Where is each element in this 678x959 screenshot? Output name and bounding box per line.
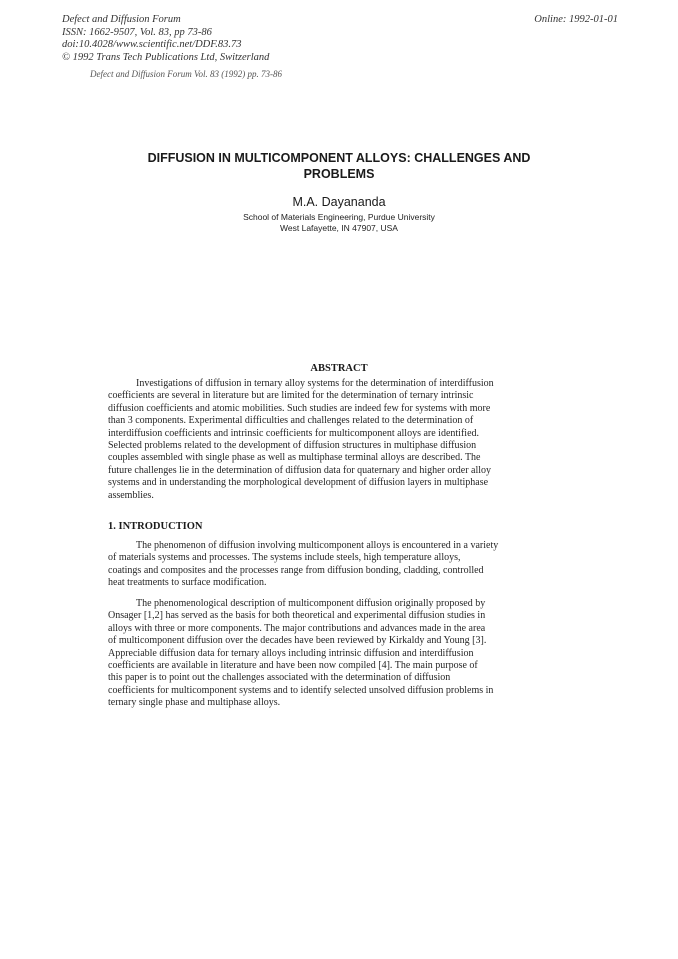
abstract-line: systems and in understanding the morphological development of diffusion layers in multiphase	[108, 477, 489, 489]
intro-line: coefficients are available in literature and have been now compiled [4]. The main purpose of	[108, 660, 478, 672]
journal-name: Defect and Diffusion Forum	[62, 14, 181, 25]
abstract-line: couples assembled with single phase as well as multiphase terminal alloys are described. The	[108, 452, 481, 464]
abstract-line: interdiffusion coefficients and intrinsic coefficients for multicomponent alloys are identified.	[108, 427, 480, 439]
abstract-line: coefficients are several in literature but are limited for the determination of ternary intrinsic	[108, 390, 474, 402]
online-date: Online: 1992-01-01	[534, 14, 618, 25]
title-line: PROBLEMS	[303, 167, 375, 181]
intro-line: heat treatments to surface modification.	[108, 577, 267, 589]
intro-line: this paper is to point out the challenges associated with the determination of diffusion	[108, 672, 451, 684]
introduction-paragraph-1	[108, 540, 538, 590]
abstract-line: future challenges lie in the determination of diffusion data for quaternary and higher order alloy	[108, 464, 492, 476]
scanned-header-text: Defect and Diffusion Forum Vol. 83 (1992) pp. 73-86	[90, 69, 282, 79]
journal-metadata	[62, 14, 269, 64]
intro-line: of multicomponent diffusion over the decades have been reviewed by Kirkaldy and Young [3].	[108, 635, 487, 647]
intro-line: coatings and composites and the processes range from diffusion bonding, cladding, controlled	[108, 564, 484, 576]
abstract-body	[108, 378, 538, 502]
intro-line: Onsager [1,2] has served as the basis for both theoretical and experimental diffusion studies in	[108, 610, 486, 622]
intro-line: alloys with three or more components. The major contributions and advances made in the area	[108, 622, 486, 634]
paper-title	[100, 150, 578, 182]
author-affiliation	[100, 212, 578, 234]
affiliation-line: School of Materials Engineering, Purdue University	[243, 212, 435, 222]
abstract-line: assemblies.	[108, 489, 154, 501]
abstract-line: diffusion coefficients and atomic mobilities. Such studies are indeed few for systems with more	[108, 402, 491, 414]
author-name: M.A. Dayananda	[292, 195, 386, 209]
introduction-heading: 1. INTRODUCTION	[108, 521, 203, 532]
intro-line: coefficients for multicomponent systems and to identify selected unsolved diffusion problems in	[108, 684, 494, 696]
intro-line: ternary single phase and multiphase alloys.	[108, 697, 281, 709]
title-line: DIFFUSION IN MULTICOMPONENT ALLOYS: CHALLENGES AND	[147, 151, 531, 165]
doi-line: doi:10.4028/www.scientific.net/DDF.83.73	[62, 39, 242, 50]
abstract-line: than 3 components. Experimental difficulties and challenges related to the determination of	[108, 415, 474, 427]
intro-line: Appreciable diffusion data for ternary alloys including intrinsic diffusion and interdiffusion	[108, 647, 474, 659]
abstract-line: Investigations of diffusion in ternary alloy systems for the determination of interdiffusion	[136, 378, 494, 389]
intro-line: The phenomenon of diffusion involving multicomponent alloys is encountered in a variety	[136, 540, 499, 551]
introduction-paragraph-2	[108, 598, 538, 710]
intro-line: of materials systems and processes. The systems include steels, high temperature alloys,	[108, 552, 461, 564]
issn-line: ISSN: 1662-9507, Vol. 83, pp 73-86	[62, 26, 212, 38]
abstract-heading: ABSTRACT	[310, 363, 368, 374]
copyright-line: © 1992 Trans Tech Publications Ltd, Switzerland	[62, 51, 270, 63]
abstract-line: Selected problems related to the development of diffusion structures in multiphase diffusion	[108, 440, 477, 452]
scanned-header-remnant	[90, 69, 290, 79]
affiliation-line: West Lafayette, IN 47907, USA	[280, 223, 398, 233]
intro-line: The phenomenological description of multicomponent diffusion originally proposed by	[136, 598, 486, 609]
